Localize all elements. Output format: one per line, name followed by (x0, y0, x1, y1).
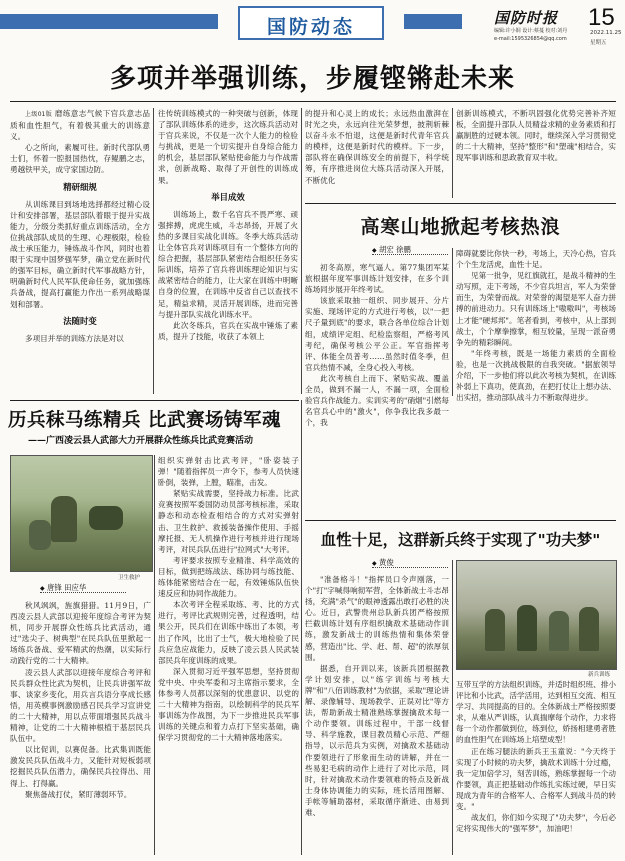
paragraph: "年终考核，既是一场能力素质的全面检验，也是一次挑战极限的自我突破。"据旅领导介绍，下一步他们将以此次考核为契机，在训练补弱上下真功，使真劲，在把打仗让上想办法、出实招，推动部队战斗力不断取得进步。 (456, 348, 616, 403)
paragraph: 秋风飒飒，旌旗猎猎。11月9日，广西凌云县人武部以迎接年度综合考评为契机，同步开展群众性练兵比武活动，通过"选尖子、树典型"在民兵队伍里掀起一场练兵备战、爱军精武的热潮，以实际行动践行党的二十大精神。 (10, 601, 151, 666)
article1-column-3 (305, 108, 449, 198)
subheading-1: 精研细规 (63, 181, 97, 192)
byline-text: 黄俊 (378, 558, 394, 567)
photo-caption: 新兵训练 (588, 672, 611, 678)
paragraph: 的提升和心灵上的成长；永远热血激湃在时光之央，永远向往光荣梦想，披荆斩棘以奋斗永不怕退，这便是新时代青年官兵的模样，这便是新时代的模样。下一步，部队将在确保训练安全的前提下，科学统筹，有序推进岗位大练兵活动深入开展，不断优化 (305, 109, 449, 185)
paragraph: 创新训练模式，不断巩固强化优势完善补齐短板，全面提升部队人员精益求精的业务素质和打赢制胜的过硬本领。同时，继续深入学习贯彻党的二十大精神，坚持"整形"和"塑魂"相结合，实现军事训练和思政教育双丰收。 (456, 109, 616, 163)
subheading-3: 举目成效 (211, 191, 245, 202)
issue-weekday: 星期五 (590, 40, 607, 46)
soldier-figure (579, 607, 599, 651)
editors-line: 编辑:许小铜 设计:蔡蔓 校对:刘丹 (494, 28, 568, 34)
paragraph: 正在练习腿法的新兵王玉童说："今天终于实现了小时候的功夫梦，擒敌术训练十分过瘾，我一定加倍学习，刻苦训练，熟练掌握每一个动作要领，真正把基础动作练扎实练过硬，早日实现成为青年的合格军人、合格军人到战斗员的转变。" (456, 746, 616, 812)
paragraph: 紧贴实战需要，坚持战力标准。比武竞赛按照军委国防动员部考核标准，采取静态和动态检查相结合的方式对实弹射击、卫生救护、救援装备操作使用、手摇摩托报、无人机操作进行考核并进行现场考评，对民兵队伍进行"拉网式"大考评。 (158, 489, 299, 554)
page-number: 15 (588, 4, 615, 31)
column-divider (301, 108, 302, 394)
photo-caption: 卫生救护 (118, 575, 141, 581)
paragraph: 从训练课目到场地选择都经过精心设计和安排部署，基层部队着眼于提升实战能力，分级分类抓好重点训练活动，全方位挑战部队成员的生理、心理极限，检验战士承压能力，锤炼战斗作风，同时也着眼于实现中国梦强军梦，确立党在新时代的强军目标，确立新时代军事战略方针，明确新时代人民军队使命任务，就加强练兵备战，提高打赢能力作出一系列战略谋划和部署。 (10, 199, 150, 309)
paragraph: 深入贯彻习近平强军思想，坚持贯彻党中央、中央军委和习主席指示要求，全体参考人员都以深刻的忧患意识、以党的二十大精神为指南，以绘制科学的民兵军事训练为作战图，为下一步推进民兵军事训练的关键点和着力点打下坚实基础，确保学习贯彻党的二十大精神落地落实。 (158, 666, 299, 743)
article2-headline: 历兵秣马练精兵 比武赛场铸军魂 (8, 410, 281, 431)
paragraph: 磨练意志气候下官兵意志品质和血性胆气，有着极其重大的训练意义。 (10, 109, 150, 142)
soldier-figure (51, 496, 77, 542)
section-title: 国防动态 (266, 16, 355, 38)
paragraph: 此次冬练兵，官兵在实战中锤炼了素质，提升了技能，收获了本领上 (158, 320, 298, 341)
recruit-photo (456, 560, 617, 670)
column-divider (154, 455, 155, 855)
paragraph: 战友们，你们如今实现了"功夫梦"，今后必定将实现伟大的"强军梦"，加油吧！ (456, 813, 616, 834)
column-divider (452, 560, 453, 855)
article2-column-1 (10, 600, 151, 856)
byline-rule (372, 254, 448, 255)
header-left-bar (0, 14, 218, 29)
byline-rule (40, 592, 126, 593)
article3-column-2 (456, 248, 616, 518)
article2-column-2 (158, 455, 299, 855)
paragraph: 见第一批争，见红旗就扛，是战斗精神的生动写照，走下考场，不少官兵坦言，军人为荣誉而生，为荣誉而战。对荣誉的渴望是军人奋力拼搏的前进动力。只有训练场上"嗷嗷叫"，考核场上才能"硬邦邦"。笔者看到，考核中，从上部到战士，个个摩拳擦掌，相互较量，呈现一派奋勇争先的精彩瞬间。 (456, 271, 616, 347)
paragraph: 该旅采取抽一组织、同步展开、分片实施、现场评定的方式进行考核，以"一把尺子量到底"的要求，联合各单位综合计划组，成绩评定组、纪检监察组，严格考风考纪，确保考核公平公正。军官指挥考评、体能全员普考……虽然时值冬季，但官兵热情不减，全身心投入考核。 (305, 296, 449, 372)
subheading-2: 法随时变 (63, 315, 97, 326)
paper-name-logo: 国防时报 (494, 9, 559, 27)
soldier-figure (89, 506, 123, 530)
column-divider (301, 400, 302, 855)
header-right-bar (404, 14, 462, 29)
column-divider (452, 248, 453, 396)
soldier-figure (517, 605, 537, 651)
article1-column-2 (158, 108, 298, 396)
paragraph: 训练场上，数千名官兵不畏严寒、顽强摔搏，虎虎生威，斗志昂扬，开展了火热的多课目实战化训练。冬季大练兵活动让全体官兵对训练项目有一个整体方向的综合把握，基层部队紧密结合组织任务实际训练，培养了官兵将训练理论知识与实战紧密结合的能力，让大家在训练中明晰自身的位置，在训练中反省自己以查找不足，精益求精，灵活开展训练，进而完善与提升部队实战化训练水平。 (158, 209, 298, 319)
dateline: 上级01版 (25, 111, 53, 118)
author-icon: ◆ (372, 247, 377, 254)
paragraph: 多项目并举的训练方法是对以 (25, 333, 124, 343)
paragraph: 障碍就要比你快一秒，考场上，天冷心热，官兵个个生龙活虎，血性十足。 (456, 249, 616, 270)
paragraph: 聚焦备战打仗，紧盯薄弱环节。 (25, 789, 132, 799)
paragraph: "准备格斗！"指挥员口令声刚落，一个"打"字喊得响彻军营，全体新战士斗志昂扬，充满"杀气"的眼神透露出敢打必胜的决心。近日，武警贵州总队新兵团严格按照拦截训练计划有序组织擒敌术基础动作训练，激发新战士的训练热情和集体荣誉感，营造出"比、学、赶、帮、超"的浓厚氛围。 (305, 575, 449, 662)
soldier-figure (29, 520, 51, 550)
paragraph: 初冬高原，寒气逼人。第77集团军某旅根据年度军事训练计划安排，在多个训练场同步展开年终考试。 (305, 263, 449, 295)
author-icon: ◆ (372, 560, 377, 567)
byline-rule (372, 567, 448, 568)
article1-lead (10, 108, 150, 142)
article4-column-1 (305, 574, 449, 856)
article1-column-4 (456, 108, 616, 198)
training-photo (10, 455, 153, 572)
paragraph: 往传统训练模式的一种突破与创新，体现了部队训练体系的进步，这次练兵活动对于官兵来说，不仅是一次个人能力的检验与挑战，更是一个切实提升自身综合能力的机会，基层部队紧贴使命能力与作战需求，创新战略、取得了开创性的训练成果。 (158, 109, 298, 185)
article3-column-1 (305, 262, 449, 428)
paragraph: 凌云县人武部以迎接年度综合考评和民兵群众性比武为契机，让民兵讲强军故事、谈家乡变化，用兵言兵语分享成长感悟，用英模事例激励感召民兵学习宣讲党的二十大精神，用以点带面增强民兵战斗精神，让党的二十大精神根植于基层民兵队伍中。 (10, 667, 151, 744)
main-headline: 多项并举强训练，步履铿锵赴未来 (109, 64, 515, 94)
email-line: e-mail:1595326854@qq.com (494, 36, 567, 42)
paragraph: 考评要求按照专业精准、科学高效的目标，做到把练战法、练协同与练技能、练体能紧密结合在一起，有效锤炼队伍快速反应和协同作战能力。 (158, 555, 299, 599)
article1-column-1 (10, 108, 150, 396)
headline-rule (10, 101, 616, 102)
byline-text: 唐锋 田应华 (46, 583, 87, 592)
soldier-figure (485, 609, 505, 651)
paragraph: 组织实弹射击比武考评，"卧姿装子弹！"随着指挥员一声令下，参考人员快速卧倒，装弹，上膛，瞄准，击发。 (158, 456, 299, 488)
paragraph: 互带互学的方法组织训练，并适时组织班、排小评比和小比武，活学活用，达到相互交流、相互学习、共同提高的目的。全体新战士严格按照要求，从难从严训练，认真揣摩每个动作，力求将每一个动作都做到位，练到位，娇扬相建勇者胜的血性胆气在训练场上培塑成型！ (456, 680, 616, 745)
paragraph: 以比促训，以赛促备。比武集训既能激发民兵队伍战斗力，又能针对短板弱项挖掘民兵队伍潜力，确保民兵拉得出、用得上、打得赢。 (10, 745, 151, 788)
section-rule (305, 520, 616, 521)
masthead (0, 0, 625, 48)
section-rule (10, 400, 299, 401)
paragraph: 心之所向，素履可往。新时代部队勇士们，怀着一腔报国热忱，存鲲鹏之志，勇越铁甲关，成守家国边防。 (10, 143, 150, 175)
section-rule (305, 203, 616, 204)
column-divider (153, 108, 154, 394)
author-icon: ◆ (40, 585, 45, 592)
article2-subheadline: ——广西凌云县人武部大力开展群众性练兵比武竞赛活动 (28, 436, 254, 446)
paragraph: 本次考评全程采取练、考、比的方式进行，考评比武规则完善，过程透明，结果公开，民兵们在训练中练出了本领，考出了作风，比出了士气，极大地检验了民兵应急应战能力，反映了凌云县人民武装部民兵年度训练的成果。 (158, 600, 299, 665)
article4-headline: 血性十足，这群新兵终于实现了"功夫梦" (320, 531, 601, 549)
article4-column-2 (456, 679, 616, 856)
paragraph: 此次考核自上而下、紧贴实战、覆盖全员，做到不漏一人，不漏一项，全面检验官兵作战能力。实训实考的"硝烟"引燃每名官兵心中的"激火"，你争我比我多最一个，我 (305, 373, 449, 428)
article3-headline: 高寒山地掀起考核热浪 (360, 216, 561, 238)
soldier-figure (549, 611, 569, 651)
issue-date: 2022.11.25 (590, 30, 622, 36)
section-title-box (238, 6, 384, 40)
column-divider (452, 108, 453, 198)
paragraph: 据悉，自开训以来，该新兵团根据教学计划安排，以"练字训练与考核大牌"和"八佰训练教材"为依据，采取"理论讲解、录像辅导、现场教学、正误对比"等方法，帮助新战士精准熟练掌握擒敌术每一个动作要领。训练过程中，干部一线督导、科学施教，课目教员精心示范、严细指导，以示范兵为实例，对擒敌术基础动作要领进行了形象而生动的讲解，并在一些易犯毛病的动作上进行了对比示范，同时，针对擒敌术动作要领难的特点及新战士身体协调能力的实际，班长活用图解、手帐等辅助器材，采取循序渐进、由易到难、 (305, 663, 449, 817)
byline-text: 胡宏 徐鹏 (378, 245, 411, 254)
